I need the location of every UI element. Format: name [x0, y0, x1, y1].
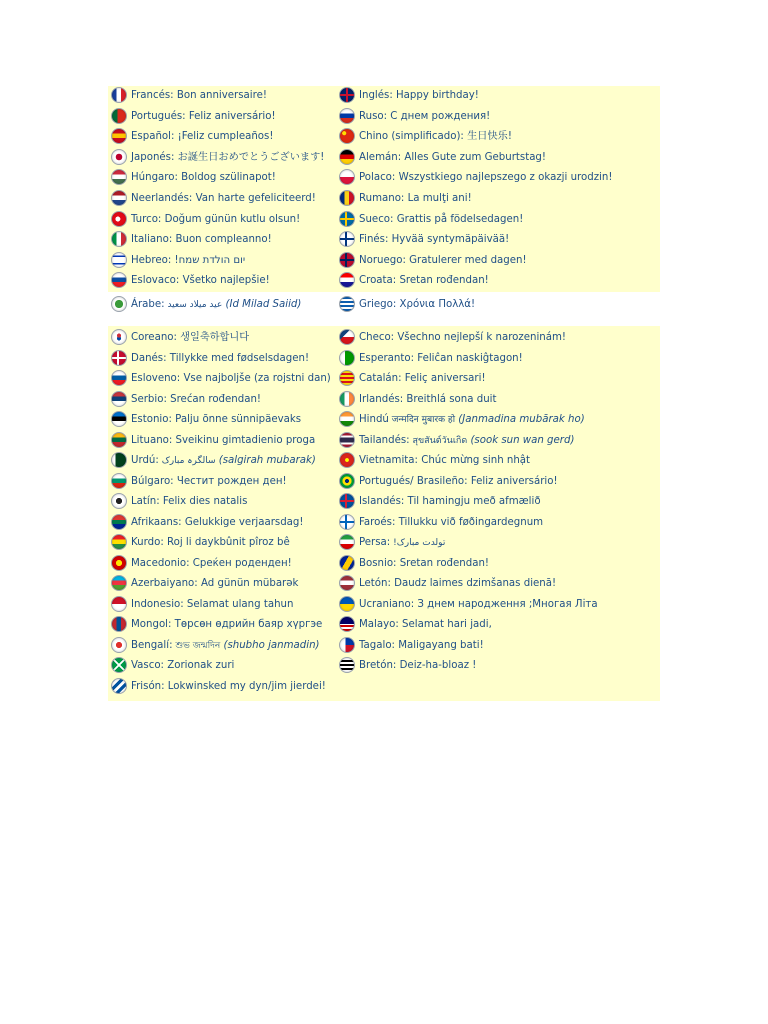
phrase-text: Tagalo: Maligayang bati! [359, 639, 484, 651]
phrase-left [111, 230, 272, 250]
sweden-flag-icon [339, 211, 355, 227]
phrase-text: Afrikaans: Gelukkige verjaarsdag! [131, 516, 304, 528]
phrase-row [108, 492, 660, 512]
phrases-block-top [108, 86, 660, 292]
phrase-row [108, 271, 660, 291]
korea-flag-icon [111, 329, 127, 345]
slovakia-flag-icon [111, 272, 127, 288]
phrase-text: Danés: Tillykke med fødselsdagen! [131, 352, 310, 364]
phrase-text: Ruso: С днем рождения! [359, 110, 491, 122]
mongolia-flag-icon [111, 616, 127, 632]
phrase-row [108, 574, 660, 594]
phrase-right [339, 513, 543, 533]
phrase-row [108, 107, 660, 127]
catalonia-flag-icon [339, 370, 355, 386]
phrase-text: Lituano: Sveikinu gimtadienio proga [131, 434, 316, 446]
india-flag-icon [339, 411, 355, 427]
phrase-text: Checo: Všechno nejlepší k narozeninám! [359, 332, 567, 343]
phrase-row [108, 251, 660, 271]
phrase-text: Urdú: [131, 455, 159, 466]
phrase-row [108, 677, 660, 697]
phrase-row [108, 533, 660, 553]
phrase-text: Serbio: Srećan rođendan! [131, 393, 261, 405]
phrase-right [339, 127, 512, 147]
phrase-pronunciation: (salgirah mubarak) [215, 455, 316, 466]
phrase-native-script: سالگرہ مبارک [158, 456, 216, 466]
phrase-left [111, 636, 320, 656]
phrase-text: Portugués/ Brasileño: Feliz aniversário! [359, 475, 558, 487]
phrase-left [111, 656, 234, 676]
phrase-pronunciation: (Id Milad Saiid) [222, 299, 302, 310]
phrase-left [111, 574, 298, 594]
phrase-right [339, 271, 489, 291]
phrase-row [108, 148, 660, 168]
phrase-pronunciation: (sook sun wan gerd) [467, 434, 575, 446]
phrase-right [339, 636, 484, 656]
brittany-flag-icon [339, 657, 355, 673]
phrase-row [108, 636, 660, 656]
phrase-native-script: สุขสันต์วันเกิด [409, 435, 468, 446]
phrase-right [339, 251, 527, 271]
brazil-flag-icon [339, 473, 355, 489]
spain-flag-icon [111, 128, 127, 144]
frisian-flag-icon [111, 678, 127, 694]
ireland-flag-icon [339, 391, 355, 407]
turkey-flag-icon [111, 211, 127, 227]
phrase-text: Eslovaco: Všetko najlepšie! [131, 275, 270, 287]
phrase-left [111, 86, 267, 106]
phrase-right [339, 107, 490, 127]
phrase-row [108, 168, 660, 188]
basque-flag-icon [111, 657, 127, 673]
phrase-text: Griego: Χρόνια Πολλά! [359, 299, 476, 310]
phrase-left [111, 189, 316, 209]
phrase-right [339, 595, 598, 615]
phrase-left [111, 513, 303, 533]
bulgaria-flag-icon [111, 473, 127, 489]
phrase-text: Turco: Doğum günün kutlu olsun! [131, 213, 301, 225]
netherlands-flag-icon [111, 190, 127, 206]
latin-emblem-icon [111, 493, 127, 509]
phrase-row [108, 431, 660, 451]
phrase-right [339, 148, 546, 168]
phrase-left [111, 472, 287, 492]
croatia-flag-icon [339, 272, 355, 288]
phrase-row [108, 656, 660, 676]
phrase-right [339, 656, 476, 676]
philippines-flag-icon [339, 637, 355, 653]
germany-flag-icon [339, 149, 355, 165]
phrase-text: Búlgaro: Честит рожден ден! [131, 475, 287, 487]
bosnia-flag-icon [339, 555, 355, 571]
phrase-row [108, 295, 660, 315]
ukraine-flag-icon [339, 596, 355, 612]
phrase-text: Árabe: [131, 299, 165, 310]
phrase-native-script: जन्मदिन मुबारक हो [388, 415, 456, 425]
phrase-right [339, 168, 612, 188]
norway-flag-icon [339, 252, 355, 268]
phrase-left [111, 677, 326, 697]
phrase-right [339, 472, 558, 492]
bengali-emblem-icon [111, 637, 127, 653]
france-flag-icon [111, 87, 127, 103]
phrase-text: Hindú [359, 414, 389, 425]
china-flag-icon [339, 128, 355, 144]
phrase-left [111, 210, 300, 230]
phrase-text: Rumano: La mulţi ani! [359, 193, 472, 204]
phrase-text: Estonio: Palju õnne sünnipäevaks [131, 414, 302, 425]
uk-flag-icon [339, 87, 355, 103]
phrase-text: Latín: Felix dies natalis [131, 496, 248, 507]
phrase-row [108, 210, 660, 230]
russia-flag-icon [339, 108, 355, 124]
phrase-right [339, 349, 523, 369]
phrase-right [339, 451, 530, 471]
phrase-text: Noruego: Gratulerer med dagen! [359, 254, 527, 266]
phrases-block-bottom [108, 326, 660, 701]
phrase-right [339, 615, 492, 635]
serbia-flag-icon [111, 391, 127, 407]
phrase-text: Polaco: Wszystkiego najlepszego z okazji urodzin! [359, 172, 613, 184]
phrase-left [111, 168, 276, 188]
phrase-text: Tailandés: [359, 434, 410, 446]
phrase-pronunciation: (Janmadina mubārak ho) [455, 414, 585, 425]
phrase-row [108, 595, 660, 615]
phrase-right [339, 574, 556, 594]
phrase-left [111, 328, 249, 348]
phrase-row [108, 410, 660, 430]
phrase-row [108, 554, 660, 574]
phrase-left [111, 349, 309, 369]
phrase-left [111, 148, 324, 168]
vietnam-flag-icon [339, 452, 355, 468]
phrase-text: Húngaro: Boldog szülinapot! [131, 172, 276, 184]
phrase-row [108, 513, 660, 533]
phrase-text: Kurdo: Roj li daykbûnit pîroz bê [131, 537, 290, 548]
phrase-text: Esloveno: Vse najboljše (za rojstni dan) [131, 373, 331, 384]
phrase-text: Japonés: お誕生日おめでとうございます! [131, 151, 325, 163]
slovenia-flag-icon [111, 370, 127, 386]
czech-flag-icon [339, 329, 355, 345]
phrase-left [111, 492, 247, 512]
phrase-native-script: عيد ميلاد سعيد [164, 300, 223, 310]
phrase-text: Letón: Daudz laimes dzimšanas dienā! [359, 578, 557, 589]
phrase-text: Frisón: Lokwinsked my dyn/jim jierdei! [131, 680, 326, 692]
phrase-text: Faroés: Tillukku við føðingardegnum [359, 516, 544, 528]
phrase-text: Catalán: Feliç aniversari! [359, 373, 486, 384]
iran-flag-icon [339, 534, 355, 550]
phrase-native-script: শুভ জন্মদিন [172, 640, 221, 651]
romania-flag-icon [339, 190, 355, 206]
italy-flag-icon [111, 231, 127, 247]
phrase-left [111, 107, 276, 127]
phrase-text: Finés: Hyvää syntymäpäivää! [359, 234, 510, 246]
phrase-row [108, 127, 660, 147]
phrase-left [111, 451, 316, 471]
phrase-text: Mongol: Төрсөн өдрийн баяр хүргэе [131, 619, 323, 630]
phrase-right [339, 230, 509, 250]
phrase-native-script: !تولدت مبارک [390, 538, 446, 548]
greece-flag-icon [339, 296, 355, 312]
phrase-right [339, 189, 472, 209]
phrase-right [339, 390, 496, 410]
japan-flag-icon [111, 149, 127, 165]
phrase-left [111, 615, 322, 635]
phrase-text: Macedonio: Среќен роденден! [131, 557, 292, 569]
phrase-left [111, 390, 261, 410]
denmark-flag-icon [111, 350, 127, 366]
phrase-text: Vietnamita: Chúc mừng sinh nhật [359, 455, 531, 466]
phrase-text: Esperanto: Feliĉan naskiĝtagon! [359, 352, 523, 364]
iceland-flag-icon [339, 493, 355, 509]
latvia-flag-icon [339, 575, 355, 591]
phrase-right [339, 328, 566, 348]
phrase-row [108, 189, 660, 209]
esperanto-flag-icon [339, 350, 355, 366]
estonia-flag-icon [111, 411, 127, 427]
phrase-text: Bosnio: Sretan rođendan! [359, 557, 489, 569]
phrase-left [111, 369, 331, 389]
phrase-right [339, 86, 479, 106]
phrase-text: Bengalí: [131, 639, 173, 651]
phrase-text: Vasco: Zorionak zuri [131, 660, 235, 671]
phrase-text: Coreano: 생일축하합니다 [131, 332, 250, 343]
phrase-row [108, 472, 660, 492]
phrase-row [108, 328, 660, 348]
phrase-row [108, 349, 660, 369]
kurdistan-flag-icon [111, 534, 127, 550]
phrase-right [339, 492, 541, 512]
phrase-text: Chino (simplificado): 生日快乐! [359, 131, 512, 143]
phrase-text: Islandés: Til hamingju með afmælið [359, 496, 541, 507]
faroe-flag-icon [339, 514, 355, 530]
phrase-left [111, 533, 290, 553]
phrase-left [111, 595, 293, 615]
poland-flag-icon [339, 169, 355, 185]
phrase-right [339, 295, 475, 315]
hungary-flag-icon [111, 169, 127, 185]
phrase-row [108, 86, 660, 106]
thailand-flag-icon [339, 432, 355, 448]
phrase-right [339, 410, 585, 430]
phrase-left [111, 410, 301, 430]
phrases-middle-row [108, 292, 660, 318]
phrase-text: Francés: Bon anniversaire! [131, 90, 267, 101]
azerbaijan-flag-icon [111, 575, 127, 591]
indonesia-flag-icon [111, 596, 127, 612]
phrase-left [111, 431, 315, 451]
phrase-row [108, 230, 660, 250]
phrase-text: Neerlandés: Van harte gefeliciteerd! [131, 193, 316, 204]
phrase-text: Italiano: Buon compleanno! [131, 234, 272, 246]
phrase-text: Irlandés: Breithlá sona duit [359, 393, 497, 405]
portugal-flag-icon [111, 108, 127, 124]
phrase-row [108, 615, 660, 635]
phrase-left [111, 554, 292, 574]
phrase-text: Español: ¡Feliz cumpleaños! [131, 131, 274, 143]
phrase-text: Inglés: Happy birthday! [359, 90, 479, 101]
phrase-pronunciation: (shubho janmadin) [220, 639, 320, 651]
phrase-row [108, 451, 660, 471]
pakistan-flag-icon [111, 452, 127, 468]
phrase-right [339, 369, 486, 389]
phrase-right [339, 431, 574, 451]
phrase-right [339, 554, 489, 574]
phrase-row [108, 390, 660, 410]
phrase-text: Hebreo: !יום הולדת שמח [131, 254, 246, 266]
phrase-left [111, 271, 270, 291]
phrase-row [108, 369, 660, 389]
lithuania-flag-icon [111, 432, 127, 448]
israel-flag-icon [111, 252, 127, 268]
finland-flag-icon [339, 231, 355, 247]
phrase-left [111, 251, 245, 271]
phrase-text: Indonesio: Selamat ulang tahun [131, 598, 294, 610]
phrase-text: Azerbaiyano: Ad günün mübarək [131, 578, 299, 589]
phrase-right [339, 533, 445, 553]
phrase-text: Ucraniano: З днем народження ;Многая Літа [359, 598, 598, 610]
phrase-text: Sueco: Grattis på födelsedagen! [359, 213, 524, 225]
phrase-text: Croata: Sretan rođendan! [359, 275, 489, 287]
phrase-text: Alemán: Alles Gute zum Geburtstag! [359, 151, 546, 163]
phrase-left [111, 127, 273, 147]
phrase-text: Portugués: Feliz aniversário! [131, 110, 276, 122]
phrase-text: Malayo: Selamat hari jadi, [359, 619, 492, 630]
malaysia-flag-icon [339, 616, 355, 632]
phrase-left [111, 295, 301, 315]
phrase-text: Persa: [359, 537, 391, 548]
south-africa-flag-icon [111, 514, 127, 530]
arabic-emblem-icon [111, 296, 127, 312]
phrase-text: Bretón: Deiz-ha-bloaz ! [359, 660, 477, 671]
macedonia-flag-icon [111, 555, 127, 571]
phrase-right [339, 210, 523, 230]
